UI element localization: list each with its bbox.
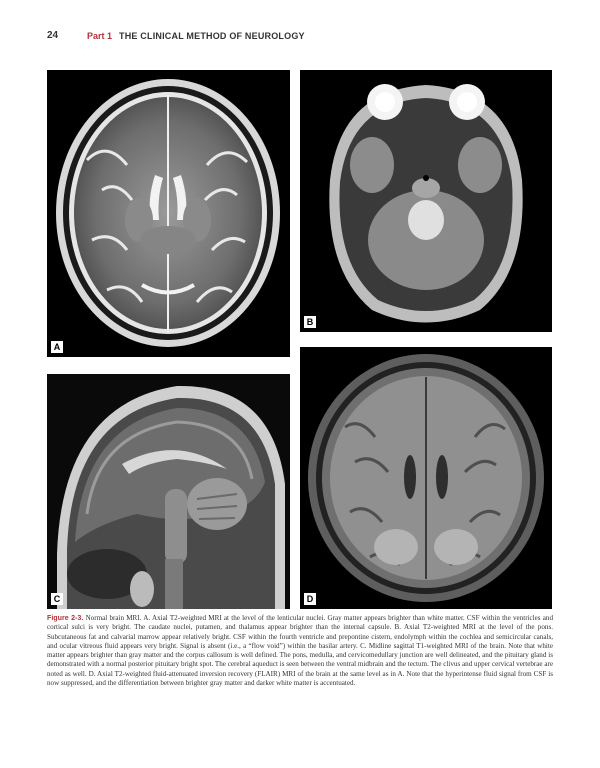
- mri-axial-pons-image: [300, 70, 552, 332]
- figure-label: Figure 2-3.: [47, 614, 84, 622]
- figure-caption: [47, 614, 553, 688]
- mri-panel-d: [300, 347, 552, 609]
- mri-panel-c: [47, 374, 290, 609]
- mri-sagittal-t1-image: [47, 374, 290, 609]
- part-title: THE CLINICAL METHOD OF NEUROLOGY: [119, 31, 305, 41]
- panel-label-a: A: [51, 341, 63, 353]
- part-label: Part 1: [87, 31, 113, 41]
- mri-panel-b: [300, 70, 552, 332]
- caption-text: Normal brain MRI. A. Axial T2-weighted MRI at the level of the lenticular nuclei. Gray matter appears brighter than white matter. CSF within the ventricles and cortical sulci is very bright. The caudate nuclei, putamen, and thalamus appear brighter than the internal capsule. B. Axial T2-weighted MRI at the level of the pons. Subcutaneous fat and calvarial marrow appear relatively bright. CSF within the fourth ventricle and prepontine cistern, endolymph within the cochlea and semicircular canals, and ocular vitreous fluid appears very bright. Signal is absent (i.e., a “flow void”) within the basilar artery. C. Midline sagittal T1-weighted MRI of the brain. Note that white matter appears brighter than gray matter and the corpus callosum is well defined. The pons, medulla, and cervicomedullary junction are well delineated, and the pituitary gland is demonstrated with a normal posterior pituitary bright spot. The cerebral aqueduct is seen between the ventral midbrain and the tectum. The clivus and upper cervical vertebrae are noted as well. D. Axial T2-weighted fluid-attenuated inversion recovery (FLAIR) MRI of the brain at the same level as in A. Note that the hyperintense fluid signal from CSF is now suppressed, and the differentiation between brighter gray matter and darker white matter is accentuated.: [47, 614, 554, 688]
- page-number: 24: [47, 30, 59, 41]
- panel-label-d: D: [304, 593, 316, 605]
- mri-panel-a: [47, 70, 290, 357]
- mri-axial-t2-image: [47, 70, 290, 357]
- mri-axial-flair-image: [300, 347, 552, 609]
- panel-label-b: B: [304, 316, 316, 328]
- panel-label-c: C: [51, 593, 63, 605]
